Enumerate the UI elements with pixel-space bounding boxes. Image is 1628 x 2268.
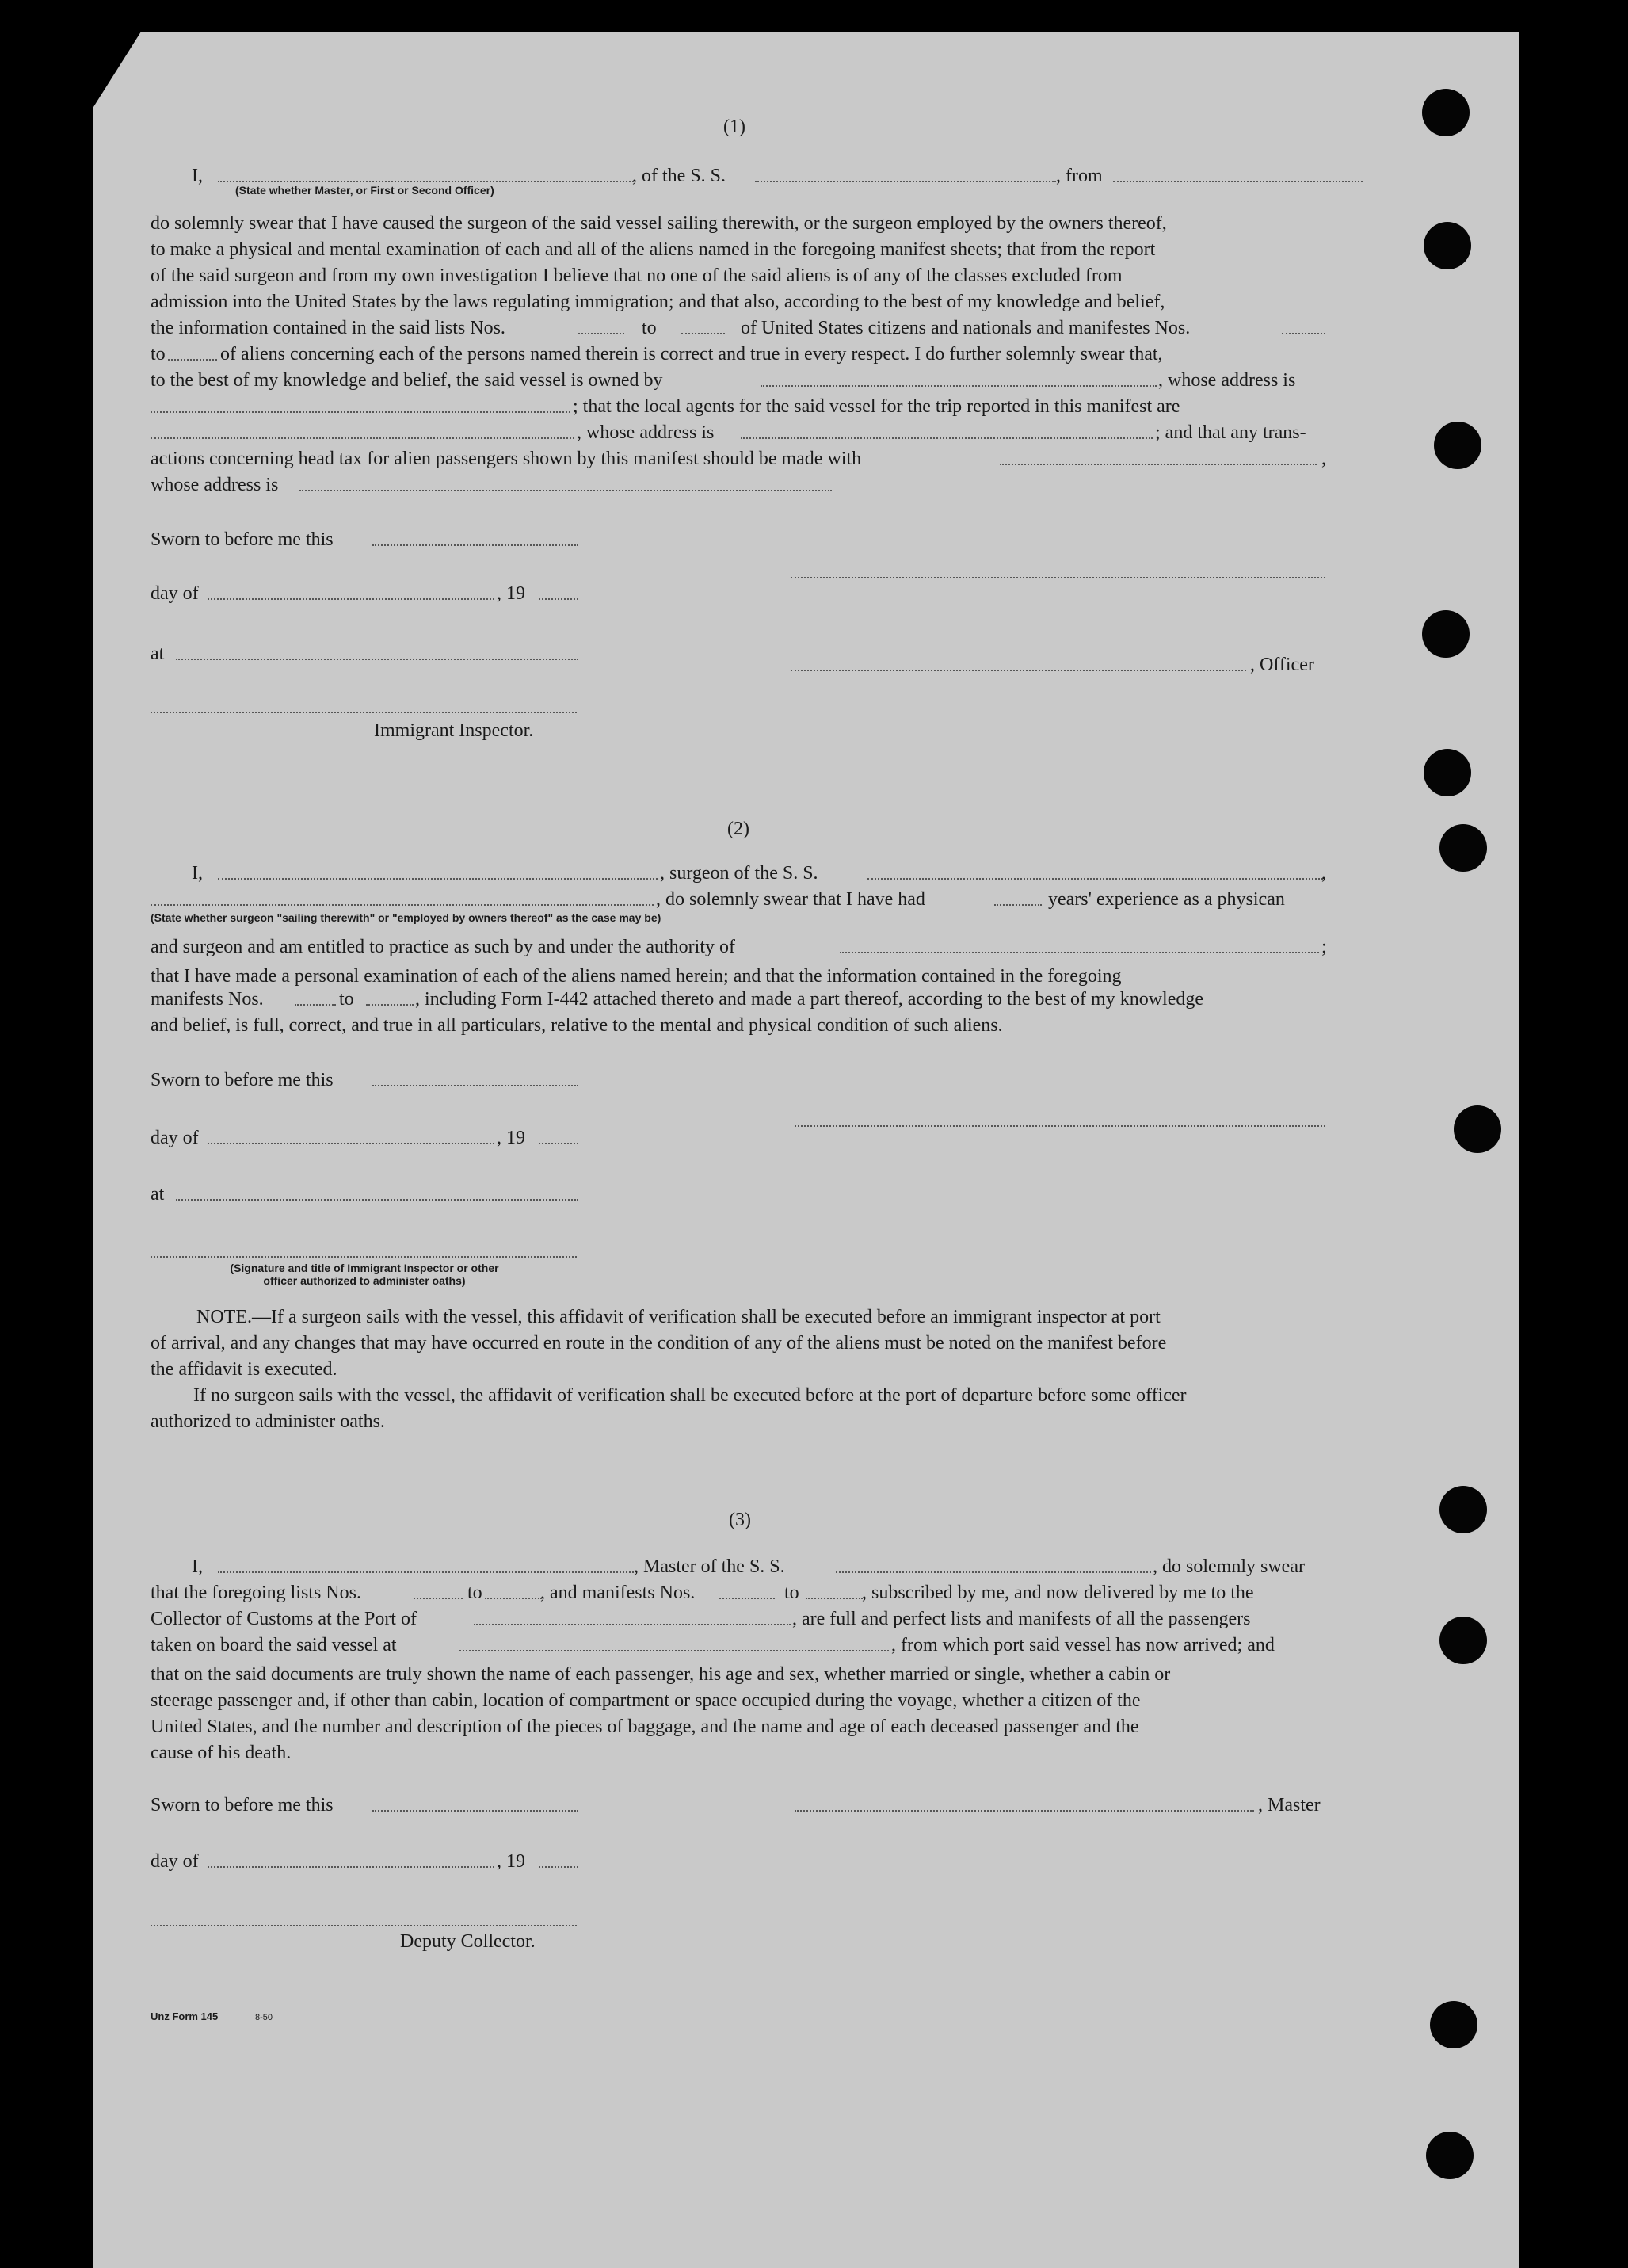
s1-inspector-line[interactable] (151, 712, 577, 713)
s1-i-label: I, (192, 166, 203, 186)
s2-day-field[interactable] (208, 1143, 494, 1144)
s2-note-line-3: the affidavit is executed. (151, 1359, 337, 1380)
s3-full-text: , are full and perfect lists and manifests of all the passengers (792, 1609, 1251, 1629)
s3-master-label: , Master of the S. S. (634, 1556, 785, 1577)
s1-whose-address-label: whose address is (151, 475, 279, 495)
punch-hole-2 (1424, 222, 1471, 269)
s3-master-signature-line[interactable] (795, 1810, 1254, 1812)
s3-port-label: Collector of Customs at the Port of (151, 1609, 417, 1629)
s3-year-field[interactable] (539, 1866, 578, 1868)
s1-manifests-to-field[interactable] (168, 359, 217, 361)
s3-sworn-label: Sworn to before me this (151, 1795, 334, 1816)
s1-from-field[interactable] (1113, 181, 1363, 182)
section-3-number: (3) (729, 1510, 751, 1530)
punch-hole-1 (1422, 89, 1470, 136)
s1-owner-field[interactable] (761, 385, 1157, 387)
s2-swear-label: , do solemnly swear that I have had (656, 889, 925, 910)
s1-aliens-text: of aliens concerning each of the persons named therein is correct and true in every respect. I do further solemnly swear that, (220, 344, 1163, 365)
s1-inspector-label: Immigrant Inspector. (374, 720, 534, 741)
s2-sworn-label: Sworn to before me this (151, 1070, 334, 1090)
s3-arrived-text: , from which port said vessel has now arrived; and (891, 1635, 1275, 1655)
s2-capacity-note: (State whether surgeon "sailing therewith" or "employed by owners thereof" as the case may be) (151, 911, 661, 924)
s1-body-line: do solemnly swear that I have caused the surgeon of the said vessel sailing therewith, or the surgeon employed by the owners thereof, (151, 213, 1167, 234)
s1-lists-label: the information contained in the said lists Nos. (151, 318, 505, 338)
s2-authority-label: and surgeon and am entitled to practice as such by and under the authority of (151, 937, 735, 957)
s1-year-field[interactable] (539, 598, 578, 600)
s3-taken-field[interactable] (459, 1650, 889, 1651)
punch-hole-9 (1439, 1617, 1487, 1664)
s2-at-field[interactable] (176, 1199, 578, 1201)
s1-officer-line[interactable] (791, 670, 1246, 671)
s1-officer-name-field[interactable] (218, 181, 634, 182)
s1-officer-note: (State whether Master, or First or Second Officer) (235, 184, 494, 197)
s1-lists-to-field[interactable] (681, 333, 725, 334)
s1-year-label: , 19 (497, 583, 525, 604)
s3-day-field[interactable] (208, 1866, 494, 1868)
s2-sig-note-line-1: (Signature and title of Immigrant Inspector or other (230, 1262, 499, 1274)
s1-body (151, 211, 1327, 315)
s1-day-field[interactable] (208, 598, 494, 600)
s1-owner-address-field[interactable] (151, 411, 570, 413)
s3-vessel-field[interactable] (836, 1571, 1151, 1573)
s2-note2-line-2: authorized to administer oaths. (151, 1411, 385, 1432)
s1-body-line: of the said surgeon and from my own investigation I believe that no one of the said aliens is of any of the classes excluded from (151, 265, 1123, 286)
s3-body-line: cause of his death. (151, 1743, 292, 1763)
s2-years-field[interactable] (994, 904, 1042, 906)
s3-master-name-field[interactable] (218, 1571, 634, 1573)
s2-sig-note (182, 1262, 547, 1287)
s3-deputy-line[interactable] (151, 1925, 577, 1926)
s3-lists-to-field[interactable] (485, 1598, 542, 1599)
s2-note-line-2: of arrival, and any changes that may have occurred en route in the condition of any of the aliens must be noted on the manifest before (151, 1333, 1167, 1354)
s2-including-text: , including Form I-442 attached thereto and made a part thereof, according to the best of my knowledge (415, 989, 1204, 1010)
s2-note-line-1: NOTE.—If a surgeon sails with the vessel, this affidavit of verification shall be executed before an immigrant inspector at port (196, 1307, 1161, 1327)
s1-at-label: at (151, 643, 165, 664)
form-revision: 8-50 (255, 2013, 273, 2022)
s1-body-line: to make a physical and mental examination of each and all of the aliens named in the foregoing manifest sheets; that from the report (151, 239, 1156, 260)
section-2-number: (2) (727, 819, 749, 839)
s1-of-ss-label: , of the S. S. (632, 166, 726, 186)
s3-body (151, 1662, 1327, 1766)
s2-day-label: day of (151, 1128, 199, 1148)
punch-hole-5 (1424, 749, 1471, 796)
s1-trans-label: ; and that any trans- (1155, 422, 1306, 443)
s3-i-label: I, (192, 1556, 203, 1577)
s1-to-label: to (151, 344, 166, 365)
form-sheet (93, 32, 1519, 2268)
s1-agents-field[interactable] (151, 437, 574, 439)
punch-hole-6 (1439, 824, 1487, 872)
form-number: Unz Form 145 (151, 2010, 219, 2022)
s2-sig-note-line-2: officer authorized to administer oaths) (263, 1274, 466, 1288)
s1-from-label: , from (1056, 166, 1103, 186)
s3-lists-from-field[interactable] (414, 1598, 463, 1599)
s3-manifests-to-field[interactable] (806, 1598, 863, 1599)
s1-citizens-label: of United States citizens and nationals and manifestes Nos. (741, 318, 1191, 338)
s1-agents-address-field[interactable] (741, 437, 1153, 439)
punch-hole-3 (1434, 422, 1481, 469)
s1-at-field[interactable] (176, 659, 578, 660)
punch-hole-8 (1439, 1486, 1487, 1533)
s3-sworn-field[interactable] (372, 1810, 578, 1812)
s1-body-line: admission into the United States by the laws regulating immigration; and that also, according to the best of my knowledge and belief, (151, 292, 1165, 312)
s2-semicolon: ; (1321, 937, 1327, 957)
s1-manifests-from-field[interactable] (1282, 333, 1325, 334)
s2-to-label: to (339, 989, 354, 1010)
s2-signature-line[interactable] (795, 1125, 1325, 1127)
s1-head-tax-label: actions concerning head tax for alien passengers shown by this manifest should be made with (151, 449, 862, 469)
s1-comma: , (1321, 449, 1326, 469)
s2-belief-text: and belief, is full, correct, and true in all particulars, relative to the mental and physical condition of such aliens. (151, 1015, 1003, 1036)
s2-inspector-line[interactable] (151, 1256, 577, 1258)
s2-year-field[interactable] (539, 1143, 578, 1144)
s2-surgeon-name-field[interactable] (218, 878, 658, 880)
punch-hole-10 (1430, 2001, 1477, 2048)
s3-body-line: United States, and the number and description of the pieces of baggage, and the name and age of each deceased passenger and the (151, 1716, 1139, 1737)
s3-subscribed-text: , subscribed by me, and now delivered by me to the (862, 1583, 1254, 1603)
s3-swear-label: , do solemnly swear (1153, 1556, 1305, 1577)
s2-body-line: that I have made a personal examination of each of the aliens named herein; and that the information contained in the foregoing (151, 966, 1122, 987)
s1-signature-line[interactable] (791, 577, 1325, 578)
s2-manifests-from-field[interactable] (295, 1004, 336, 1006)
punch-hole-11 (1426, 2132, 1474, 2179)
s2-year-label: , 19 (497, 1128, 525, 1148)
s1-officer-label: , Officer (1250, 655, 1314, 675)
s1-owned-label: to the best of my knowledge and belief, the said vessel is owned by (151, 370, 663, 391)
section-1-number: (1) (723, 116, 745, 137)
s1-day-label: day of (151, 583, 199, 604)
s3-body-line: steerage passenger and, if other than cabin, location of compartment or space occupied during the voyage, whether a citizen of the (151, 1690, 1141, 1711)
s3-manifests-label: , and manifests Nos. (540, 1583, 696, 1603)
s1-agents-label: ; that the local agents for the said vessel for the trip reported in this manifest are (573, 396, 1180, 417)
s2-i-label: I, (192, 863, 203, 884)
s2-at-label: at (151, 1184, 165, 1205)
s3-lists-label: that the foregoing lists Nos. (151, 1583, 361, 1603)
s2-manifests-to-field[interactable] (366, 1004, 414, 1006)
s2-note2-line-1: If no surgeon sails with the vessel, the affidavit of verification shall be executed before at the port of departure before some officer (193, 1385, 1187, 1406)
s1-sworn-field[interactable] (372, 544, 578, 546)
s1-vessel-field[interactable] (755, 181, 1056, 182)
s2-sworn-field[interactable] (372, 1085, 578, 1086)
s2-body (151, 964, 1327, 990)
s3-master-sig-label: , Master (1258, 1795, 1321, 1816)
s2-comma: , (1321, 863, 1326, 884)
s3-deputy-label: Deputy Collector. (400, 1931, 536, 1952)
s2-capacity-field[interactable] (151, 904, 654, 906)
s3-lists-to-label: to (467, 1583, 482, 1603)
s1-owner-address-label: , whose address is (1158, 370, 1296, 391)
s2-years-label: years' experience as a physican (1048, 889, 1285, 910)
punch-hole-7 (1454, 1105, 1501, 1153)
s1-whose-address-field[interactable] (299, 490, 832, 491)
s2-authority-field[interactable] (840, 952, 1319, 953)
s3-port-field[interactable] (474, 1624, 791, 1625)
punch-hole-4 (1422, 610, 1470, 658)
s1-agents-address-label: , whose address is (577, 422, 715, 443)
s1-sworn-label: Sworn to before me this (151, 529, 334, 550)
s3-year-label: , 19 (497, 1851, 525, 1872)
s3-manifests-from-field[interactable] (719, 1598, 775, 1599)
s1-lists-from-field[interactable] (578, 333, 624, 334)
s3-body-line: that on the said documents are truly shown the name of each passenger, his age and sex, whether married or single, whether a cabin or (151, 1664, 1171, 1685)
s2-surgeon-label: , surgeon of the S. S. (660, 863, 818, 884)
s2-vessel-field[interactable] (867, 878, 1323, 880)
s3-manifests-to-label: to (784, 1583, 799, 1603)
s2-manifests-label: manifests Nos. (151, 989, 264, 1010)
s1-lists-to-label: to (642, 318, 657, 338)
s3-day-label: day of (151, 1851, 199, 1872)
s3-taken-label: taken on board the said vessel at (151, 1635, 397, 1655)
s2-note (151, 1304, 1327, 1435)
s1-head-tax-field[interactable] (1000, 464, 1317, 465)
